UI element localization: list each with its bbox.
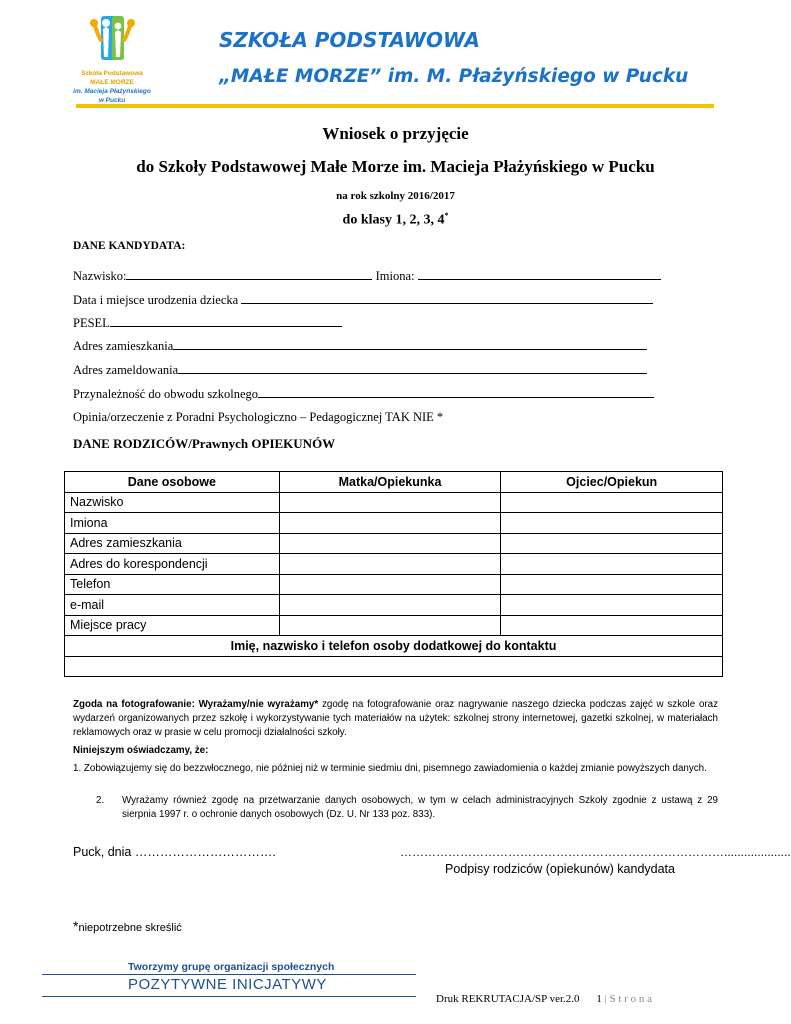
father-surname-cell[interactable] [501,492,723,513]
class-selection-text: do klasy 1, 2, 3, 4 [342,212,445,228]
footer-tagline-rule [42,974,416,975]
birth-label: Data i miejsce urodzenia dziecka [73,293,239,307]
district-field[interactable] [73,386,654,402]
logo-text-line1: Szkoła Podstawowa MAŁE MORZE [81,70,143,86]
mother-address-cell[interactable] [279,533,501,554]
names-label: Imiona: [375,269,415,283]
row-label-address: Adres zamieszkania [65,533,280,554]
print-code-text: Druk REKRUTACJA/SP ver.2.0 [436,993,580,1005]
table-row [65,615,723,636]
father-address-cell[interactable] [501,533,723,554]
pesel-field[interactable] [73,315,342,331]
pesel-blank[interactable] [110,315,342,327]
parents-section-title: DANE RODZICÓW/Prawnych OPIEKUNÓW [73,436,336,451]
address-blank[interactable] [173,338,647,350]
father-email-cell[interactable] [501,595,723,616]
pesel-label: PESEL [73,316,110,330]
birth-field[interactable] [73,292,653,308]
mother-correspondence-cell[interactable] [279,554,501,575]
registered-blank[interactable] [178,362,647,374]
footnote-text: niepotrzebne skreślić [78,922,182,934]
mother-workplace-cell[interactable] [279,615,501,636]
address-field[interactable] [73,338,647,354]
header-divider [76,104,714,108]
father-names-cell[interactable] [501,513,723,534]
district-blank[interactable] [258,386,654,398]
table-row [65,513,723,534]
mother-names-cell[interactable] [279,513,501,534]
surname-blank[interactable] [126,268,372,280]
header-personal-data: Dane osobowe [65,472,280,493]
surname-label: Nazwisko: [73,269,127,283]
table-row [65,574,723,595]
footnote [73,918,182,934]
contact-row [65,656,723,677]
school-logo-icon [72,14,152,64]
surname-field[interactable] [73,268,661,284]
row-label-surname: Nazwisko [65,492,280,513]
school-title-line1: SZKOŁA PODSTAWOWA [219,28,480,52]
table-row [65,492,723,513]
mother-email-cell[interactable] [279,595,501,616]
declaration-item-2 [96,794,718,822]
form-heading: Wniosek o przyjęcie [322,124,469,143]
photo-consent-text: zgodę na fotografowanie oraz nagrywanie naszego dziecka podczas zajęć w szkole oraz wydarzeń organizowanych przez szkołę i wykorzystywanie tych materiałów na użytek: szkolnej strony internetowej, gazetki szkolnej, w materiałach reklamowych oraz w prasie w celu promocji działalności szkoły. [73,699,719,738]
row-label-phone: Telefon [65,574,280,595]
footer-brand-rule [42,996,416,997]
table-header-row [65,472,723,493]
signature-dots[interactable]: ……………………………………………………………………….................... [400,845,791,859]
names-blank[interactable] [418,268,661,280]
page-word: S t r o n a [609,993,652,1005]
opinion-field[interactable]: Opinia/orzeczenie z Poradni Psychologiczno – Pedagogicznej TAK NIE * [73,410,444,424]
form-subheading: do Szkoły Podstawowej Małe Morze im. Macieja Płażyńskiego w Pucku [136,157,655,176]
class-asterisk: * [444,211,449,220]
place-date-line[interactable]: Puck, dnia ……………………………. [73,845,276,859]
row-label-correspondence: Adres do korespondencji [65,554,280,575]
print-code: Druk REKRUTACJA/SP ver.2.0 1 | S t r o n a [436,993,652,1005]
parents-table [64,471,723,677]
mother-phone-cell[interactable] [279,574,501,595]
father-phone-cell[interactable] [501,574,723,595]
registered-label: Adres zameldowania [73,363,179,377]
header-father: Ojciec/Opiekun [501,472,723,493]
declaration-title: Niniejszym oświadczamy, że: [73,745,209,756]
father-workplace-cell[interactable] [501,615,723,636]
birth-blank[interactable] [241,292,653,304]
declaration-item-1: 1. Zobowiązujemy się do bezzwłocznego, nie później niż w terminie siedmiu dni, pisemnego zawiadomienia o każdej zmianie powyższych danych. [73,763,707,774]
row-label-names: Imiona [65,513,280,534]
address-label: Adres zamieszkania [73,339,174,353]
district-label: Przynależność do obwodu szkolnego [73,387,259,401]
declaration-item-2-number: 2. [96,795,105,806]
mother-surname-cell[interactable] [279,492,501,513]
logo-text-line3: w Pucku [98,97,126,104]
class-selection [0,211,791,229]
contact-header-row [65,636,723,657]
header-mother: Matka/Opiekunka [279,472,501,493]
school-title-line2: „MAŁE MORZE” im. M. Płażyńskiego w Pucku [219,66,689,87]
registered-field[interactable] [73,362,647,378]
photo-consent [73,698,718,740]
photo-consent-bold[interactable]: Zgoda na fotografowanie: Wyrażamy/nie wyrażamy* [73,699,319,710]
table-row [65,554,723,575]
school-year: na rok szkolny 2016/2017 [336,190,455,202]
table-row [65,595,723,616]
footer-tagline: Tworzymy grupę organizacji społecznych [128,961,335,973]
candidate-section-title: DANE KANDYDATA: [73,240,186,252]
father-correspondence-cell[interactable] [501,554,723,575]
footer-brand: POZYTYWNE INICJATYWY [128,976,327,993]
contact-header: Imię, nazwisko i telefon osoby dodatkowej do kontaktu [65,636,723,657]
signature-caption: Podpisy rodziców (opiekunów) kandydata [445,862,675,876]
contact-cell[interactable] [65,656,723,677]
row-label-email: e-mail [65,595,280,616]
logo-text-line2: im. Macieja Płażyńskiego [73,88,151,95]
footnote-mark: * [73,918,79,934]
table-row [65,533,723,554]
row-label-workplace: Miejsce pracy [65,615,280,636]
page-number: 1 [596,993,602,1005]
declaration-item-2-text: Wyrażamy również zgodę na przetwarzanie danych osobowych, w tym w celach administracyjnych Szkoły zgodnie z ustawą z 29 sierpnia 1997 r. o ochronie danych osobowych (Dz. U. Nr 133 poz. 833). [122,795,718,820]
school-logo [72,14,152,104]
